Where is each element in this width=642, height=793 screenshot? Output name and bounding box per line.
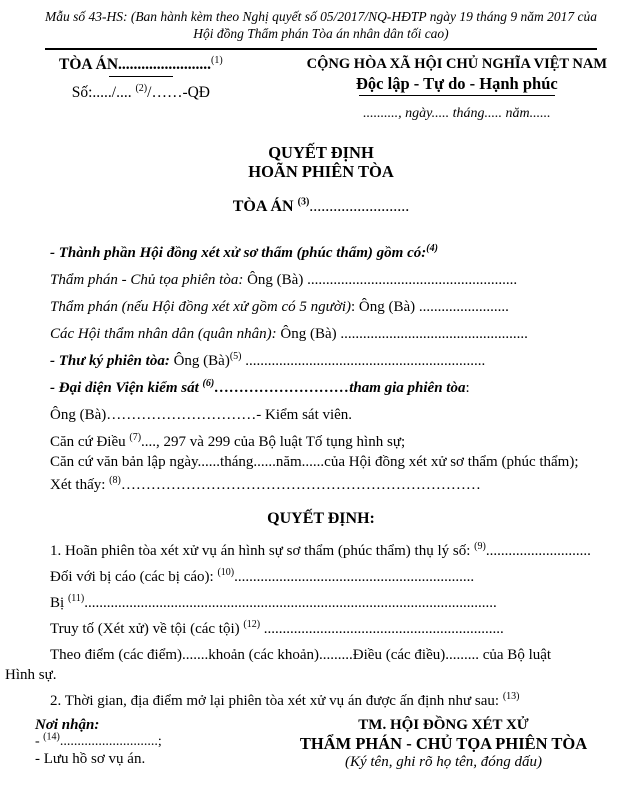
applicable-articles-line: Theo điểm (các điểm).......khoản (các khoản).........Điều (các điều)......... của Bộ luật Hình sự. [5, 647, 552, 683]
signature-authority-line: TM. HỘI ĐỒNG XÉT XỬ [358, 717, 529, 733]
signature-instruction-line: (Ký tên, ghi rõ họ tên, đóng dấu) [344, 754, 543, 770]
recipient-item-2: - Lưu hồ sơ vụ án. [35, 751, 146, 767]
prosecuted-offense-line: Truy tố (Xét xử) về tội (các tội) $^{(12)}$ ................................................................ [50, 619, 504, 637]
prosecutor-line: Ông (Bà)…………………………- Kiểm sát viên. [50, 407, 353, 423]
decision-number-line: Số:...../.... $^{(2)}$/……-QĐ [71, 82, 210, 101]
national-motto: Độc lập - Tự do - Hạnh phúc [356, 74, 558, 93]
form-note-line-2: Hội đồng Thẩm phán Tòa án nhân dân tối cao) [193, 26, 449, 41]
document-header [5, 55, 637, 123]
national-header-block [277, 55, 637, 123]
country-name: CỘNG HÒA XÃ HỘI CHỦ NGHĨA VIỆT NAM [306, 56, 608, 72]
court-clerk-line: - Thư ký phiên tòa: Ông (Bà)$^{(5)}$ ................................................................ [50, 351, 486, 369]
legal-basis-document-line: Căn cứ văn bản lập ngày......tháng......năm......của Hội đồng xét xử sơ thẩm (phúc thẩm); [50, 454, 579, 470]
court-name-line: TÒA ÁN........................$^{(1)}$ [59, 54, 223, 73]
charged-line: Bị $^{(11)}$.............................................................................................................. [50, 593, 497, 611]
judge-five-member-line: Thẩm phán (nếu Hội đồng xét xử gồm có 5 người): Ông (Bà) ........................ [50, 299, 509, 315]
decision-title-line-2: HOÃN PHIÊN TÒA [248, 162, 394, 181]
decision-title-line-1: QUYẾT ĐỊNH [268, 143, 374, 162]
decision-section-title: QUYẾT ĐỊNH: [267, 510, 375, 527]
form-note-line-1: Mẫu số 43-HS: (Ban hành kèm theo Nghị quyết số 05/2017/NQ-HĐTP ngày 19 tháng 9 năm 2017 của [44, 9, 598, 24]
postpone-case-line: 1. Hoãn phiên tòa xét xử vụ án hình sự sơ thẩm (phúc thẩm) thụ lý số: $^{(9)}$............................ [50, 541, 591, 559]
signature-block [250, 717, 637, 771]
signature-position-line: THẨM PHÁN - CHỦ TỌA PHIÊN TÒA [299, 734, 588, 753]
presiding-judge-line: Thẩm phán - Chủ tọa phiên tòa: Ông (Bà) ........................................................ [50, 272, 518, 288]
recipients-block [5, 717, 250, 771]
document-footer [5, 717, 637, 771]
court-header-block [5, 55, 277, 123]
date-place-line: .........., ngày..... tháng..... năm...... [363, 106, 551, 121]
defendants-line: Đối với bị cáo (các bị cáo): $^{(10)}$................................................................ [50, 567, 475, 585]
lay-assessors-line: Các Hội thẩm nhân dân (quân nhân): Ông (Bà) .................................................. [50, 326, 528, 342]
legal-basis-article-line: Căn cứ Điều $^{(7)}$...., 297 và 299 của Bộ luật Tố tụng hình sự; [50, 432, 406, 450]
court-finding-line: Xét thấy: $^{(8)}$……………………………………………………………… [50, 475, 481, 493]
issuing-court-line: TÒA ÁN $^{(3)}$......................... [232, 196, 410, 215]
recipients-title: Nơi nhận: [35, 717, 100, 733]
form-note [35, 8, 607, 42]
recipient-item-1: - $^{(14)}$............................; [35, 731, 162, 749]
panel-composition-line: - Thành phần Hội đồng xét xử sơ thẩm (phúc thẩm) gồm có:$^{(4)}$ [50, 243, 438, 261]
reopen-schedule-line: 2. Thời gian, địa điểm mở lại phiên tòa xét xử vụ án được ấn định như sau: $^{(13)}$ [50, 691, 520, 709]
court-name-underline [109, 76, 173, 77]
motto-underline [359, 95, 555, 96]
procuracy-representative-line: - Đại diện Viện kiểm sát $^{(6)}$………………………tham gia phiên tòa: [50, 378, 470, 396]
decision-title [5, 143, 637, 181]
header-separator [45, 48, 597, 50]
